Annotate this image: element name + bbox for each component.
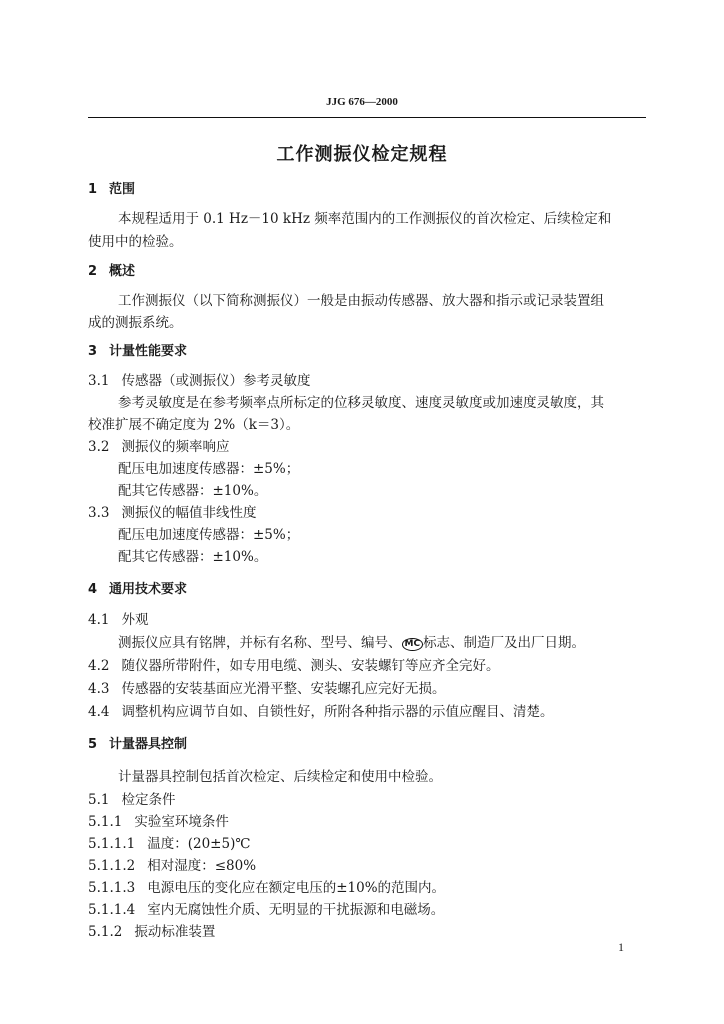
- clause-title: 检定条件: [121, 792, 176, 808]
- section-number: 1: [88, 182, 98, 197]
- text-segment: 测振仪应具有铭牌，并标有名称、型号、编号、: [118, 635, 402, 651]
- clause-5-1-1-2: [88, 856, 648, 876]
- clause-title: 外观: [121, 612, 149, 628]
- clause-title: 传感器（或测振仪）参考灵敏度: [121, 373, 311, 389]
- clause-5-1-2: [88, 922, 648, 942]
- clause-text: 调整机构应调节自如、自锁性好，所附各种指示器的示值应醒目、清楚。: [121, 704, 554, 720]
- clause-title: 测振仪的幅值非线性度: [121, 505, 257, 521]
- paragraph-line: 成的测振系统。: [88, 315, 183, 331]
- clause-number: 3.3: [88, 505, 110, 521]
- clause-number: 4.2: [88, 658, 110, 674]
- section-title: 通用技术要求: [109, 582, 188, 597]
- section-number: 3: [88, 344, 98, 359]
- clause-title: 实验室环境条件: [134, 814, 229, 830]
- clause-5-1-1: [88, 812, 648, 832]
- clause-3-3: [88, 503, 648, 523]
- clause-text: 相对湿度：≤80%: [147, 858, 257, 874]
- clause-4-3: [88, 679, 648, 699]
- section-3-heading: [88, 342, 648, 362]
- clause-5-1: [88, 790, 648, 810]
- clause-4-4: [88, 702, 648, 722]
- section-number: 4: [88, 582, 98, 597]
- clause-number: 4.1: [88, 612, 110, 628]
- clause-text: 电源电压的变化应在额定电压的±10%的范围内。: [147, 880, 446, 896]
- clause-number: 3.1: [88, 373, 110, 389]
- clause-4-1: [88, 610, 648, 630]
- mc-mark-icon: MC: [402, 638, 424, 651]
- section-2-heading: [88, 262, 648, 282]
- page-number: 1: [618, 940, 624, 954]
- clause-number: 4.3: [88, 681, 110, 697]
- spec-line: 配其它传感器：±10%。: [118, 549, 268, 565]
- section-5-heading: [88, 735, 648, 755]
- spec-line: 配其它传感器：±10%。: [118, 483, 268, 499]
- paragraph-line: 参考灵敏度是在参考频率点所标定的位移灵敏度、速度灵敏度或加速度灵敏度，其: [118, 395, 604, 411]
- clause-number: 5.1.2: [88, 924, 123, 940]
- paragraph-line: 校准扩展不确定度为 2%（k＝3）。: [88, 417, 300, 433]
- section-title: 计量性能要求: [109, 344, 188, 359]
- clause-text: 传感器的安装基面应光滑平整、安装螺孔应完好无损。: [121, 681, 446, 697]
- clause-number: 5.1.1.1: [88, 836, 136, 852]
- clause-title: 测振仪的频率响应: [121, 439, 230, 455]
- clause-text: 温度：(20±5)℃: [147, 836, 251, 852]
- clause-number: 5.1.1: [88, 814, 123, 830]
- clause-number: 5.1: [88, 792, 110, 808]
- clause-number: 3.2: [88, 439, 110, 455]
- clause-number: 5.1.1.3: [88, 880, 136, 896]
- paragraph-line: 计量器具控制包括首次检定、后续检定和使用中检验。: [118, 769, 442, 785]
- standard-code-header: JJG 676—2000: [326, 96, 398, 108]
- spec-line: 配压电加速度传感器：±5%；: [118, 527, 300, 543]
- clause-number: 5.1.1.4: [88, 902, 136, 918]
- section-4-heading: [88, 580, 648, 600]
- section-1-heading: [88, 180, 648, 200]
- spec-line: 配压电加速度传感器：±5%；: [118, 461, 300, 477]
- clause-3-1: [88, 371, 648, 391]
- section-number: 2: [88, 264, 98, 279]
- paragraph-line: 使用中的检验。: [88, 234, 183, 250]
- clause-title: 振动标准装置: [134, 924, 216, 940]
- text-segment: 标志、制造厂及出厂日期。: [423, 635, 586, 651]
- paragraph-line: [118, 633, 678, 653]
- clause-5-1-1-4: [88, 900, 648, 920]
- header-rule: [88, 117, 646, 118]
- clause-text: 随仪器所带附件，如专用电缆、测头、安装螺钉等应齐全完好。: [121, 658, 500, 674]
- clause-4-2: [88, 656, 648, 676]
- section-number: 5: [88, 737, 98, 752]
- clause-number: 5.1.1.2: [88, 858, 136, 874]
- clause-3-2: [88, 437, 648, 457]
- section-title: 范围: [109, 182, 136, 197]
- clause-5-1-1-3: [88, 878, 648, 898]
- section-title: 概述: [109, 264, 136, 279]
- paragraph-line: 本规程适用于 0.1 Hz－10 kHz 频率范围内的工作测振仪的首次检定、后续检定和: [118, 211, 612, 227]
- clause-number: 4.4: [88, 704, 110, 720]
- clause-5-1-1-1: [88, 834, 648, 854]
- paragraph-line: 工作测振仪（以下简称测振仪）一般是由振动传感器、放大器和指示或记录装置组: [118, 293, 604, 309]
- clause-text: 室内无腐蚀性介质、无明显的干扰振源和电磁场。: [147, 902, 445, 918]
- section-title: 计量器具控制: [109, 737, 188, 752]
- document-title: 工作测振仪检定规程: [276, 144, 448, 165]
